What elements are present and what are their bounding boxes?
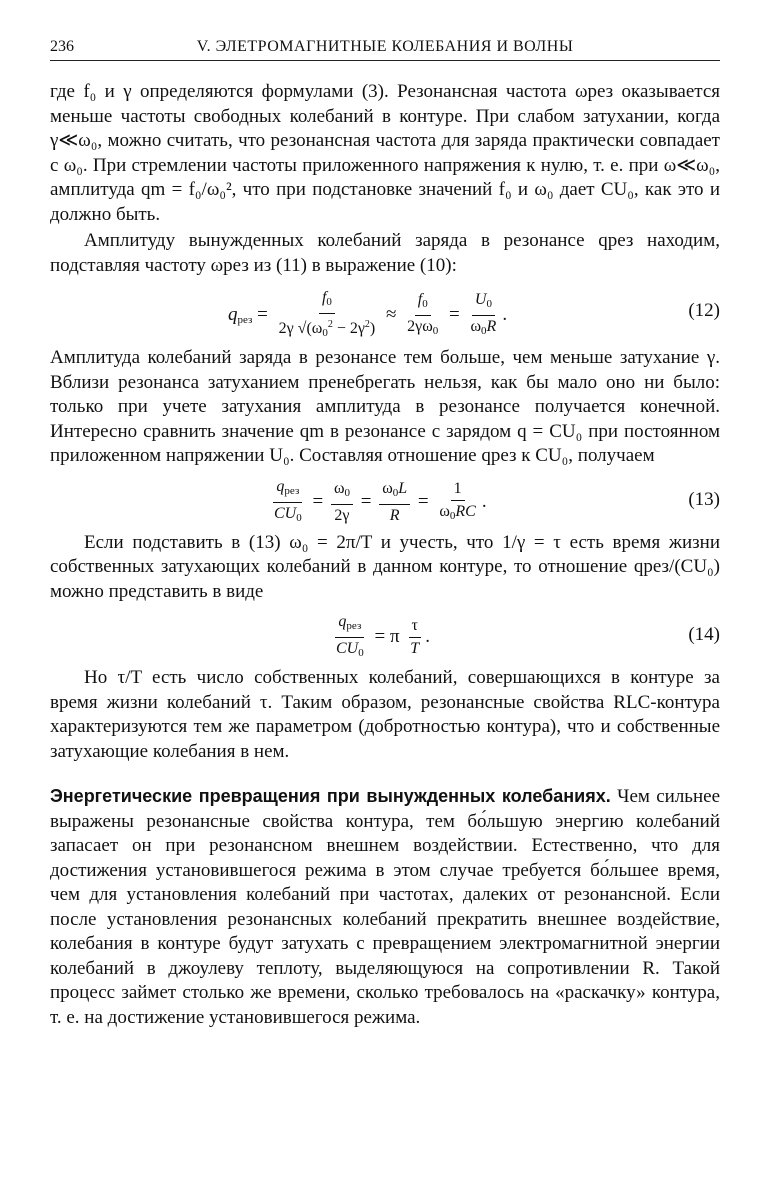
equation-number-14: (14) xyxy=(688,624,720,645)
equation-number-13: (13) xyxy=(688,488,720,510)
paragraph-3: Амплитуда колебаний заряда в резонансе тем больше, чем меньше затухание γ. Вблизи резонанса затуханием пренебрегать нельзя, как бы мало оно ни было: только при учете затухания амплитуда в резонансе получается конечной. Интересно сравнить значение qm в резонансе с зарядом q = CU₀ при постоянном приложенном напряжении U₀. Составляя отношение qрез к CU₀, получаем xyxy=(50,347,720,466)
running-title: V. ЭЛЕТРОМАГНИТНЫЕ КОЛЕБАНИЯ И ВОЛНЫ xyxy=(196,38,574,55)
paragraph-2: Амплитуду вынужденных колебаний заряда в резонансе qрез находим, подставляя частоту ωрез из (11) в выражение (10): xyxy=(50,230,720,276)
equation-number-12: (12) xyxy=(688,300,720,321)
paragraph-6 xyxy=(50,784,720,1030)
paragraph-5: Но τ/T есть число собственных колебаний, совершающихся в контуре за время жизни колебаний τ. Таким образом, резонансные свойства RLC-контура характеризуются тем же параметром (добротностью контура), что и собственные затухающие колебания в нем. xyxy=(50,667,720,762)
paragraph-6-text: Чем сильнее выражены резонансные свойства контура, тем бо́льшую энергию колебаний запасает он при резонансном внешнем воздействии. Естественно, что для достижения установившегося режима в этом случае требуется бо́льшее время, чем для установления колебаний при частотах, далеких от резонансной. Если после установления резонансных колебаний прекратить внешнее воздействие, колебания в контуре будут затухать с превращением электромагнитной энергии колебаний в джоулеву теплоту, выделяющуюся на сопротивлении R. Такой процесс займет столько же времени, сколько требовалось на «раскачку» контура, т. е. на достижение установившегося режима. xyxy=(50,786,721,1028)
equation-12: qрез = $\frac{f0}{2\gamma √(\omega 0^2 - 2\gamma^2)}$ ≈ $\frac{f0}{2\gamma\omega 0}$ = $\frac{U0}{\omega 0R}$ . (12) xyxy=(228,289,720,339)
equation-14: $\frac{\text{qрез}}{CU0}$ = π $\frac{\tau}{T}$ . (14) xyxy=(336,613,720,659)
paragraph-1: где f₀ и γ определяются формулами (3). Резонансная частота ωрез оказывается меньше частоты свободных колебаний в контуре. При слабом затухании, когда γ≪ω₀, можно считать, что резонансная частота для заряда практически совпадает с ω₀. При стремлении частоты приложенного напряжения к нулю, т. е. при ω≪ω₀, амплитуда qm = f₀/ω₀², что при подстановке значений f₀ и ω₀ дает CU₀, как это и должно быть. xyxy=(50,81,720,225)
equation-13: $\frac{\text{qрез}}{CU0}$ = $\frac{\omega 0}{2\gamma}$ = $\frac{\omega 0L}{R}$ = $\frac{1}{\omega 0RC}$ . (13) xyxy=(274,477,720,524)
paragraph-4: Если подставить в (13) ω₀ = 2π/T и учесть, что 1/γ = τ есть время жизни собственных затухающих колебаний в данном контуре, то отношение qрез/(CU₀) можно представить в виде xyxy=(50,531,720,602)
section-heading: Энергетические превращения при вынужденных колебаниях. xyxy=(50,786,611,806)
page-number: 236 xyxy=(50,38,74,55)
page-body xyxy=(50,80,720,1030)
page-header xyxy=(50,38,720,61)
